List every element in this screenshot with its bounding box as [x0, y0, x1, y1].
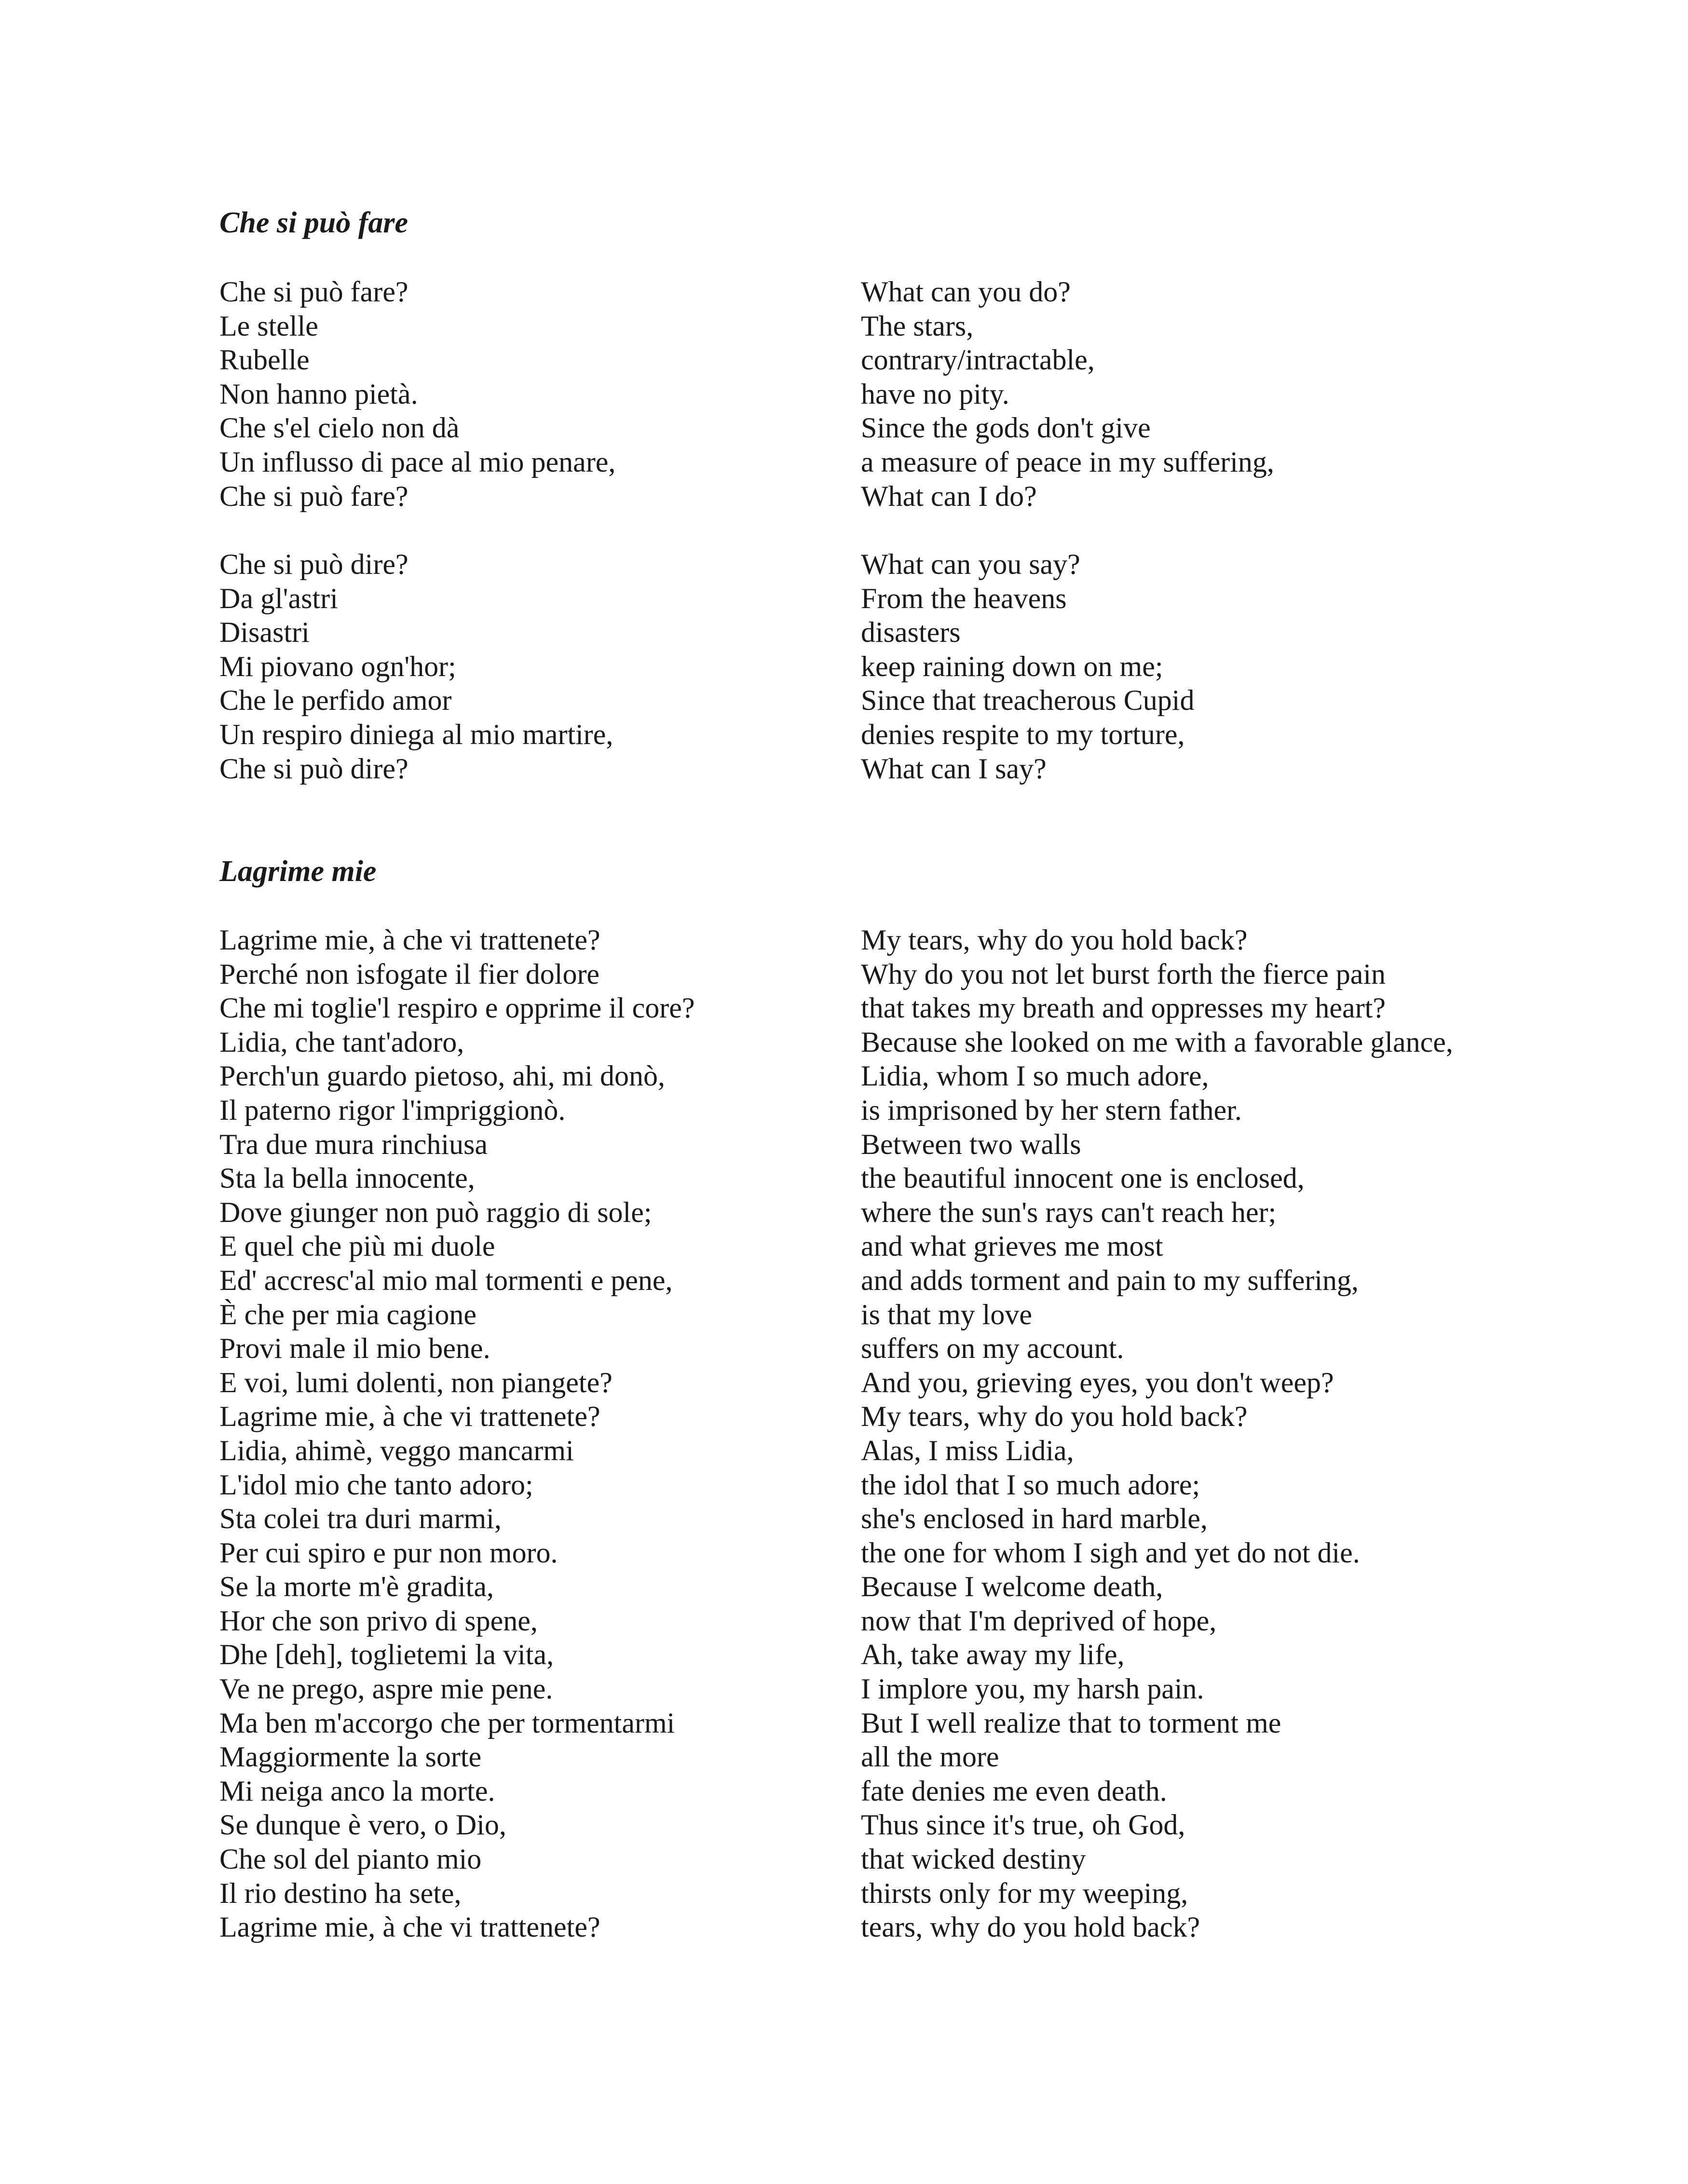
verse-line: Ah, take away my life, — [861, 1639, 1125, 1671]
poem-title: Che si può fare — [219, 206, 408, 239]
verse-line: Mi piovano ogn'hor; — [219, 650, 456, 682]
verse-line: My tears, why do you hold back? — [861, 924, 1248, 956]
verse-line: Rubelle — [219, 344, 310, 376]
verse-line: that wicked destiny — [861, 1843, 1086, 1875]
verse-line: the one for whom I sigh and yet do not die. — [861, 1536, 1360, 1569]
verse-line: and adds torment and pain to my suffering, — [861, 1264, 1359, 1296]
verse-line: is that my love — [861, 1298, 1032, 1330]
verse-line: Che sol del pianto mio — [219, 1843, 482, 1875]
verse-line: Perch'un guardo pietoso, ahi, mi donò, — [219, 1060, 665, 1092]
verse-line: she's enclosed in hard marble, — [861, 1503, 1208, 1535]
verse-line: fate denies me even death. — [861, 1775, 1167, 1807]
verse-line: Se dunque è vero, o Dio, — [219, 1809, 506, 1841]
verse-line: Since that treacherous Cupid — [861, 684, 1195, 717]
verse-line: Lidia, ahimè, veggo mancarmi — [219, 1434, 574, 1466]
verse-line: Che si può fare? — [219, 480, 408, 512]
verse-line: Lidia, whom I so much adore, — [861, 1060, 1209, 1092]
verse-line: Disastri — [219, 616, 310, 649]
verse-line: thirsts only for my weeping, — [861, 1877, 1188, 1909]
verse-line: And you, grieving eyes, you don't weep? — [861, 1366, 1334, 1398]
verse-line: Why do you not let burst forth the fierce pain — [861, 958, 1386, 990]
verse-line: disasters — [861, 616, 961, 649]
verse-line: What can I say? — [861, 752, 1047, 785]
verse-line: and what grieves me most — [861, 1230, 1163, 1262]
italian-stanza — [219, 547, 613, 786]
verse-line: Since the gods don't give — [861, 412, 1151, 444]
verse-line: Che le perfido amor — [219, 684, 452, 717]
italian-stanza — [219, 923, 695, 1944]
verse-line: Perché non isfogate il fier dolore — [219, 958, 600, 990]
verse-line: Provi male il mio bene. — [219, 1332, 490, 1365]
verse-line: Between two walls — [861, 1128, 1081, 1160]
verse-line: now that I'm deprived of hope, — [861, 1604, 1217, 1637]
english-stanza — [861, 923, 1453, 1944]
english-stanza — [861, 275, 1274, 513]
verse-line: Un influsso di pace al mio penare, — [219, 446, 616, 478]
verse-line: Ve ne prego, aspre mie pene. — [219, 1673, 553, 1705]
english-stanza — [861, 547, 1194, 786]
verse-line: tears, why do you hold back? — [861, 1911, 1200, 1943]
verse-line: But I well realize that to torment me — [861, 1707, 1281, 1739]
verse-line: Il paterno rigor l'impriggionò. — [219, 1094, 566, 1126]
verse-line: Lidia, che tant'adoro, — [219, 1026, 464, 1058]
verse-line: Maggiormente la sorte — [219, 1741, 482, 1773]
italian-stanza — [219, 275, 615, 513]
poem-title: Lagrime mie — [219, 855, 377, 888]
verse-line: E voi, lumi dolenti, non piangete? — [219, 1366, 613, 1398]
verse-line: denies respite to my torture, — [861, 718, 1185, 750]
verse-line: Sta la bella innocente, — [219, 1162, 475, 1194]
verse-line: Mi neiga anco la morte. — [219, 1775, 495, 1807]
verse-line: a measure of peace in my suffering, — [861, 446, 1274, 478]
verse-line: Because I welcome death, — [861, 1571, 1163, 1603]
verse-line: Because she looked on me with a favorable glance, — [861, 1026, 1453, 1058]
verse-line: Se la morte m'è gradita, — [219, 1571, 494, 1603]
verse-line: Lagrime mie, à che vi trattenete? — [219, 924, 600, 956]
verse-line: What can you say? — [861, 548, 1080, 580]
verse-line: Che si può dire? — [219, 752, 408, 785]
verse-line: Ma ben m'accorgo che per tormentarmi — [219, 1707, 675, 1739]
verse-line: I implore you, my harsh pain. — [861, 1673, 1204, 1705]
verse-line: Che s'el cielo non dà — [219, 412, 460, 444]
verse-line: What can I do? — [861, 480, 1037, 512]
verse-line: Sta colei tra duri marmi, — [219, 1503, 502, 1535]
verse-line: From the heavens — [861, 582, 1067, 614]
verse-line: Che mi toglie'l respiro e opprime il core? — [219, 992, 695, 1024]
verse-line: È che per mia cagione — [219, 1298, 477, 1330]
verse-line: Lagrime mie, à che vi trattenete? — [219, 1400, 600, 1433]
verse-line: that takes my breath and oppresses my heart? — [861, 992, 1386, 1024]
verse-line: My tears, why do you hold back? — [861, 1400, 1248, 1433]
verse-line: contrary/intractable, — [861, 344, 1095, 376]
verse-line: suffers on my account. — [861, 1332, 1124, 1365]
verse-line: where the sun's rays can't reach her; — [861, 1196, 1277, 1228]
verse-line: Tra due mura rinchiusa — [219, 1128, 488, 1160]
verse-line: keep raining down on me; — [861, 650, 1163, 682]
verse-line: Un respiro diniega al mio martire, — [219, 718, 613, 750]
verse-line: Che si può fare? — [219, 276, 408, 308]
verse-line: L'idol mio che tanto adoro; — [219, 1468, 533, 1501]
verse-line: Da gl'astri — [219, 582, 338, 614]
verse-line: Hor che son privo di spene, — [219, 1604, 538, 1637]
verse-line: Le stelle — [219, 310, 318, 342]
verse-line: Alas, I miss Lidia, — [861, 1434, 1074, 1466]
verse-line: Il rio destino ha sete, — [219, 1877, 462, 1909]
verse-line: is imprisoned by her stern father. — [861, 1094, 1242, 1126]
verse-line: all the more — [861, 1741, 999, 1773]
verse-line: Dhe [deh], toglietemi la vita, — [219, 1639, 554, 1671]
verse-line: Per cui spiro e pur non moro. — [219, 1536, 558, 1569]
verse-line: E quel che più mi duole — [219, 1230, 495, 1262]
verse-line: Ed' accresc'al mio mal tormenti e pene, — [219, 1264, 673, 1296]
verse-line: Dove giunger non può raggio di sole; — [219, 1196, 652, 1228]
verse-line: Thus since it's true, oh God, — [861, 1809, 1185, 1841]
verse-line: the beautiful innocent one is enclosed, — [861, 1162, 1305, 1194]
verse-line: the idol that I so much adore; — [861, 1468, 1200, 1501]
verse-line: Lagrime mie, à che vi trattenete? — [219, 1911, 600, 1943]
verse-line: What can you do? — [861, 276, 1071, 308]
verse-line: The stars, — [861, 310, 974, 342]
verse-line: Non hanno pietà. — [219, 378, 418, 410]
verse-line: Che si può dire? — [219, 548, 408, 580]
verse-line: have no pity. — [861, 378, 1009, 410]
